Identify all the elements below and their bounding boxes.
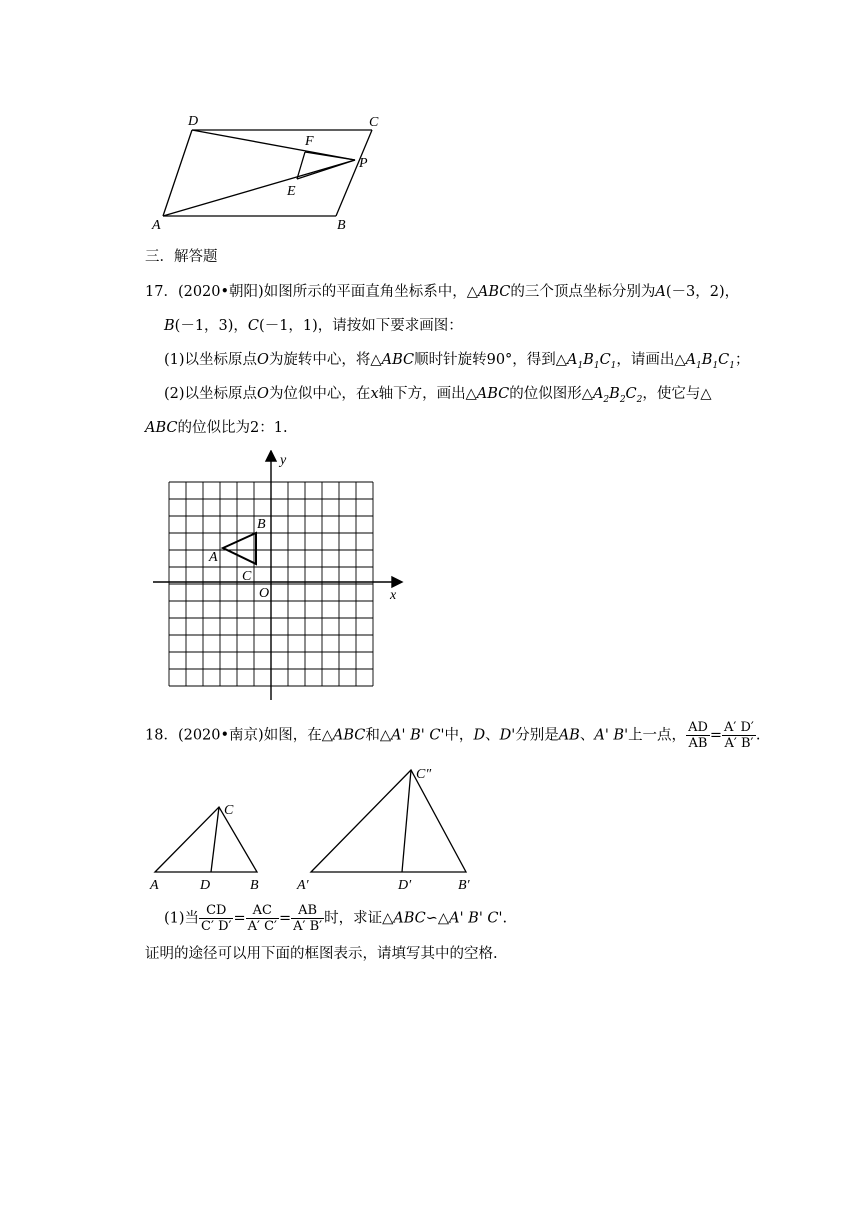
tri2-label-D: D′ <box>398 878 412 893</box>
label-B: B <box>337 218 346 233</box>
fraction-ad-ab-prime: $\frac{A' D'}{A' B'}$ <box>724 720 754 751</box>
tri2-label-B: B′ <box>458 878 470 893</box>
q17-part1: (1)以坐标原点O为旋转中心，将△ABC顺时针旋转90°，得到$\triangle A_1B_1C_1$，请画出$\triangle A_1B_1C_1$； <box>164 352 750 371</box>
fraction-ac: $\frac{AC}{A' C'}$ <box>247 903 277 934</box>
label-C: C <box>369 115 379 130</box>
tri1-label-D: D <box>200 878 211 893</box>
fraction-ad-ab: $\frac{AD}{AB}$ <box>688 720 708 751</box>
q17-line1: 17．(2020•朝阳)如图所示的平面直角坐标系中，△ABC的三个顶点坐标分别为A(－3，2)， <box>145 284 740 300</box>
axis-label-y: y <box>280 453 287 468</box>
section-title: 三．解答题 <box>145 249 218 265</box>
triangle-ABC <box>223 533 256 564</box>
label-F: F <box>305 134 314 149</box>
origin-label: O <box>259 586 270 601</box>
fraction-ab: $\frac{AB}{A' B'}$ <box>293 903 323 934</box>
coordinate-grid <box>150 450 410 700</box>
vertex-B-label: B <box>257 517 266 532</box>
label-E: E <box>287 184 296 199</box>
fraction-cd: $\frac{CD}{C' D'}$ <box>201 903 232 934</box>
tri2-label-A: A′ <box>297 878 309 893</box>
figure-parallelogram <box>140 105 390 235</box>
label-A: A <box>152 218 161 233</box>
tri1-label-C: C <box>224 803 234 818</box>
q17-part2-cont: ABC的位似比为2：1. <box>145 420 288 436</box>
q17-line2: B(－1，3)，C(－1，1)，请按如下要求画图： <box>164 318 463 334</box>
label-D: D <box>188 114 199 129</box>
q18-note: 证明的途径可以用下面的框图表示，请填写其中的空格. <box>145 946 498 962</box>
vertex-C-label: C <box>242 569 252 584</box>
q17-part2: (2)以坐标原点O为位似中心，在x轴下方，画出△ABC的位似图形$\triangle A_2B_2C_2$，使它与△ <box>164 386 712 405</box>
y-axis-arrow <box>266 451 276 461</box>
x-axis-arrow <box>392 577 402 587</box>
q18-line1: 18．(2020•南京)如图，在△ABC和△A' B' C'中，D、D'分别是AB、A' B'上一点， $\frac{AD}{AB}$ = $\frac{A' D'}{A' B'}$ . <box>145 720 761 751</box>
tri1-label-B: B <box>250 878 259 893</box>
vertex-A-label: A <box>209 550 218 565</box>
tri2-label-C: C″ <box>416 767 432 782</box>
tri1-label-A: A <box>150 878 159 893</box>
figure-two-triangles <box>145 760 485 895</box>
axis-label-x: x <box>390 588 397 603</box>
label-P: P <box>359 156 368 171</box>
q18-part1: (1)当 $\frac{CD}{C' D'}$ = $\frac{AC}{A' C'}$ = $\frac{AB}{A' B'}$ 时，求证△ABC∽△A' B' C'. <box>164 903 508 934</box>
